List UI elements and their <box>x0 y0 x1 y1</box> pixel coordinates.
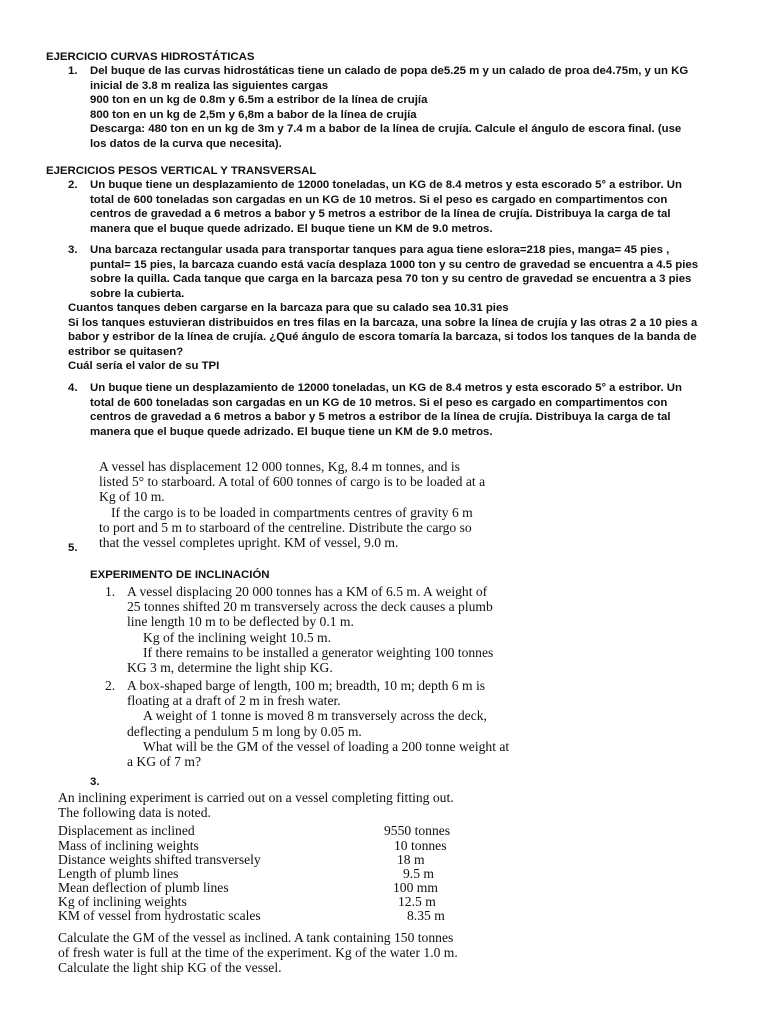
item-3-follow-line: babor y estribor de la línea de crujía. ¿Qué ángulo de escora tomaría la barcaza, si todos los tanques de la banda de <box>68 331 697 344</box>
table-row-label: Mean deflection of plumb lines <box>58 880 229 895</box>
item-1-number: 1. <box>68 65 78 77</box>
item-2-line: Un buque tiene un desplazamiento de 12000 toneladas, un KG de 8.4 metros y esta escorado 5° a estribor. Un <box>90 179 682 191</box>
exp-3-intro-line: The following data is noted. <box>58 805 211 821</box>
exp-1-line: KG 3 m, determine the light ship KG. <box>127 660 333 676</box>
table-row <box>58 866 478 880</box>
table-row <box>58 852 478 866</box>
exp-1-line: A vessel displacing 20 000 tonnes has a KM of 6.5 m. A weight of <box>127 584 488 599</box>
item-1-line: los datos de la curva que necesita). <box>90 137 282 150</box>
exp-1-number: 1. <box>105 584 116 599</box>
table-row <box>58 880 478 894</box>
item-5-number: 5. <box>68 542 78 554</box>
exp-2-line: A weight of 1 tonne is moved 8 m transversely across the deck, <box>143 708 487 724</box>
item-4-line: total de 600 toneladas son cargadas en un KG de 10 metros. Si el peso es cargado en compartimentos con <box>90 396 668 409</box>
table-row-value: 100 mm <box>393 880 438 895</box>
item-3-number: 3. <box>68 244 78 256</box>
exp-1-line: Kg of the inclining weight 10.5 m. <box>143 629 332 645</box>
exp-3-outro-line: Calculate the light ship KG of the vessel. <box>58 960 282 976</box>
item-5-line: A vessel has displacement 12 000 tonnes, Kg, 8.4 m tonnes, and is <box>99 459 460 474</box>
exp-2-line: deflecting a pendulum 5 m long by 0.05 m. <box>127 723 362 739</box>
item-5-line: Kg of 10 m. <box>99 489 165 505</box>
exp-1-line: line length 10 m to be deflected by 0.1 m. <box>127 614 354 630</box>
exp-1-text <box>127 584 493 675</box>
table-row-value: 10 tonnes <box>394 838 447 853</box>
item-4-number: 4. <box>68 382 78 394</box>
item-1-line: Del buque de las curvas hidrostáticas tiene un calado de popa de5.25 m y un calado de proa de4.75m, y un KG <box>90 65 689 77</box>
exp-2-text <box>127 678 509 769</box>
exp-2-line: A box-shaped barge of length, 100 m; breadth, 10 m; depth 6 m is <box>127 678 486 693</box>
exp-3-outro <box>58 930 458 976</box>
item-1-line: 900 ton en un kg de 0.8m y 6.5m a estribor de la línea de crujía <box>90 94 428 107</box>
table-row-label: KM of vessel from hydrostatic scales <box>58 908 261 923</box>
item-3-follow-line: estribor se quitasen? <box>68 345 184 358</box>
item-1-line: inicial de 3.8 m realiza las siguientes cargas <box>90 79 329 92</box>
item-3-line: Una barcaza rectangular usada para transportar tanques para agua tiene eslora=218 pies, manga= 45 pies , <box>90 244 670 256</box>
table-row <box>58 908 478 922</box>
item-4-line: manera que el buque quede adrizado. El buque tiene un KM de 9.0 metros. <box>90 425 493 438</box>
table-row-label: Distance weights shifted transversely <box>58 852 261 867</box>
table-row-label: Kg of inclining weights <box>58 894 187 909</box>
item-5-text <box>99 459 549 550</box>
heading-inclinacion: EXPERIMENTO DE INCLINACIÓN <box>90 569 270 581</box>
exp-3-outro-line: Calculate the GM of the vessel as inclined. A tank containing 150 tonnes <box>58 930 454 945</box>
exp-3-intro <box>58 790 454 820</box>
item-3-line: sobre la cubierta. <box>90 287 185 300</box>
table-row <box>58 838 478 852</box>
exp-3-outro-line: of fresh water is full at the time of the experiment. Kg of the water 1.0 m. <box>58 945 458 961</box>
item-1-line: 800 ton en un kg de 2,5m y 6,8m a babor de la línea de crujía <box>90 108 417 121</box>
table-row-value: 12.5 m <box>398 894 436 909</box>
table-row <box>58 823 478 837</box>
item-2-line: centros de gravedad a 6 metros a babor y 5 metros a estribor de la línea de crujía. Distribuya la carga de tal <box>90 208 671 221</box>
table-row <box>58 894 478 908</box>
item-2-text <box>90 178 682 236</box>
exp-1-line: 25 tonnes shifted 20 m transversely across the deck causes a plumb <box>127 599 493 615</box>
exp-2-line: a KG of 7 m? <box>127 754 201 770</box>
item-5-line: listed 5° to starboard. A total of 600 tonnes of cargo is to be loaded at a <box>99 474 486 490</box>
table-row-value: 9550 tonnes <box>384 823 451 838</box>
table-row-label: Displacement as inclined <box>58 823 195 838</box>
item-3-follow-line: Cuál sería el valor de su TPI <box>68 360 220 373</box>
table-row-value: 8.35 m <box>407 908 445 923</box>
exp-3-intro-line: An inclining experiment is carried out on a vessel completing fitting out. <box>58 790 454 805</box>
heading-pesos: EJERCICIOS PESOS VERTICAL Y TRANSVERSAL <box>46 165 317 177</box>
exp-2-line: floating at a draft of 2 m in fresh water. <box>127 693 341 709</box>
table-row-value: 18 m <box>397 852 425 867</box>
item-3-follow-line: Si los tanques estuvieran distribuidos en tres filas en la barcaza, una sobre la línea de crujía y las otras 2 a 10 pies a <box>68 316 698 329</box>
item-4-text <box>90 381 682 439</box>
item-2-line: total de 600 toneladas son cargadas en un KG de 10 metros. Si el peso es cargado en compartimentos con <box>90 193 668 206</box>
item-3-text <box>90 243 698 301</box>
table-row-label: Mass of inclining weights <box>58 838 199 853</box>
item-5-line: that the vessel completes upright. KM of vessel, 9.0 m. <box>99 535 399 551</box>
heading-curvas: EJERCICIO CURVAS HIDROSTÁTICAS <box>46 51 255 63</box>
item-3-line: puntal= 15 pies, la barcaza cuando está vacía desplaza 1000 ton y su centro de gravedad se encuentra a 4.5 pies <box>90 258 699 271</box>
table-row-label: Length of plumb lines <box>58 866 179 881</box>
exp-2-line: What will be the GM of the vessel of loading a 200 tonne weight at <box>143 738 510 754</box>
item-1-line: Descarga: 480 ton en un kg de 3m y 7.4 m a babor de la línea de crujía. Calcule el ángulo de escora final. (use <box>90 123 682 136</box>
item-3-follow-line: Cuantos tanques deben cargarse en la barcaza para que su calado sea 10.31 pies <box>68 302 509 314</box>
item-1-text <box>90 64 688 152</box>
item-5-line: to port and 5 m to starboard of the centreline. Distribute the cargo so <box>99 519 472 535</box>
item-2-number: 2. <box>68 179 78 191</box>
item-2-line: manera que el buque quede adrizado. El buque tiene un KM de 9.0 metros. <box>90 222 493 235</box>
table-row-value: 9.5 m <box>403 866 434 881</box>
item-5-line: If the cargo is to be loaded in compartments centres of gravity 6 m <box>111 504 473 520</box>
item-4-line: Un buque tiene un desplazamiento de 12000 toneladas, un KG de 8.4 metros y esta escorado 5° a estribor. Un <box>90 382 682 394</box>
exp-1-line: If there remains to be installed a generator weighting 100 tonnes <box>143 644 494 660</box>
item-3-follow <box>68 301 697 374</box>
item-4-line: centros de gravedad a 6 metros a babor y 5 metros a estribor de la línea de crujía. Distribuya la carga de tal <box>90 411 671 424</box>
item-3-line: sobre la quilla. Cada tanque que carga en la barcaza pesa 70 ton y su centro de gravedad se encuentra a 3 pies <box>90 273 692 286</box>
exp-3-number: 3. <box>90 776 100 788</box>
exp-2-number: 2. <box>105 678 116 693</box>
